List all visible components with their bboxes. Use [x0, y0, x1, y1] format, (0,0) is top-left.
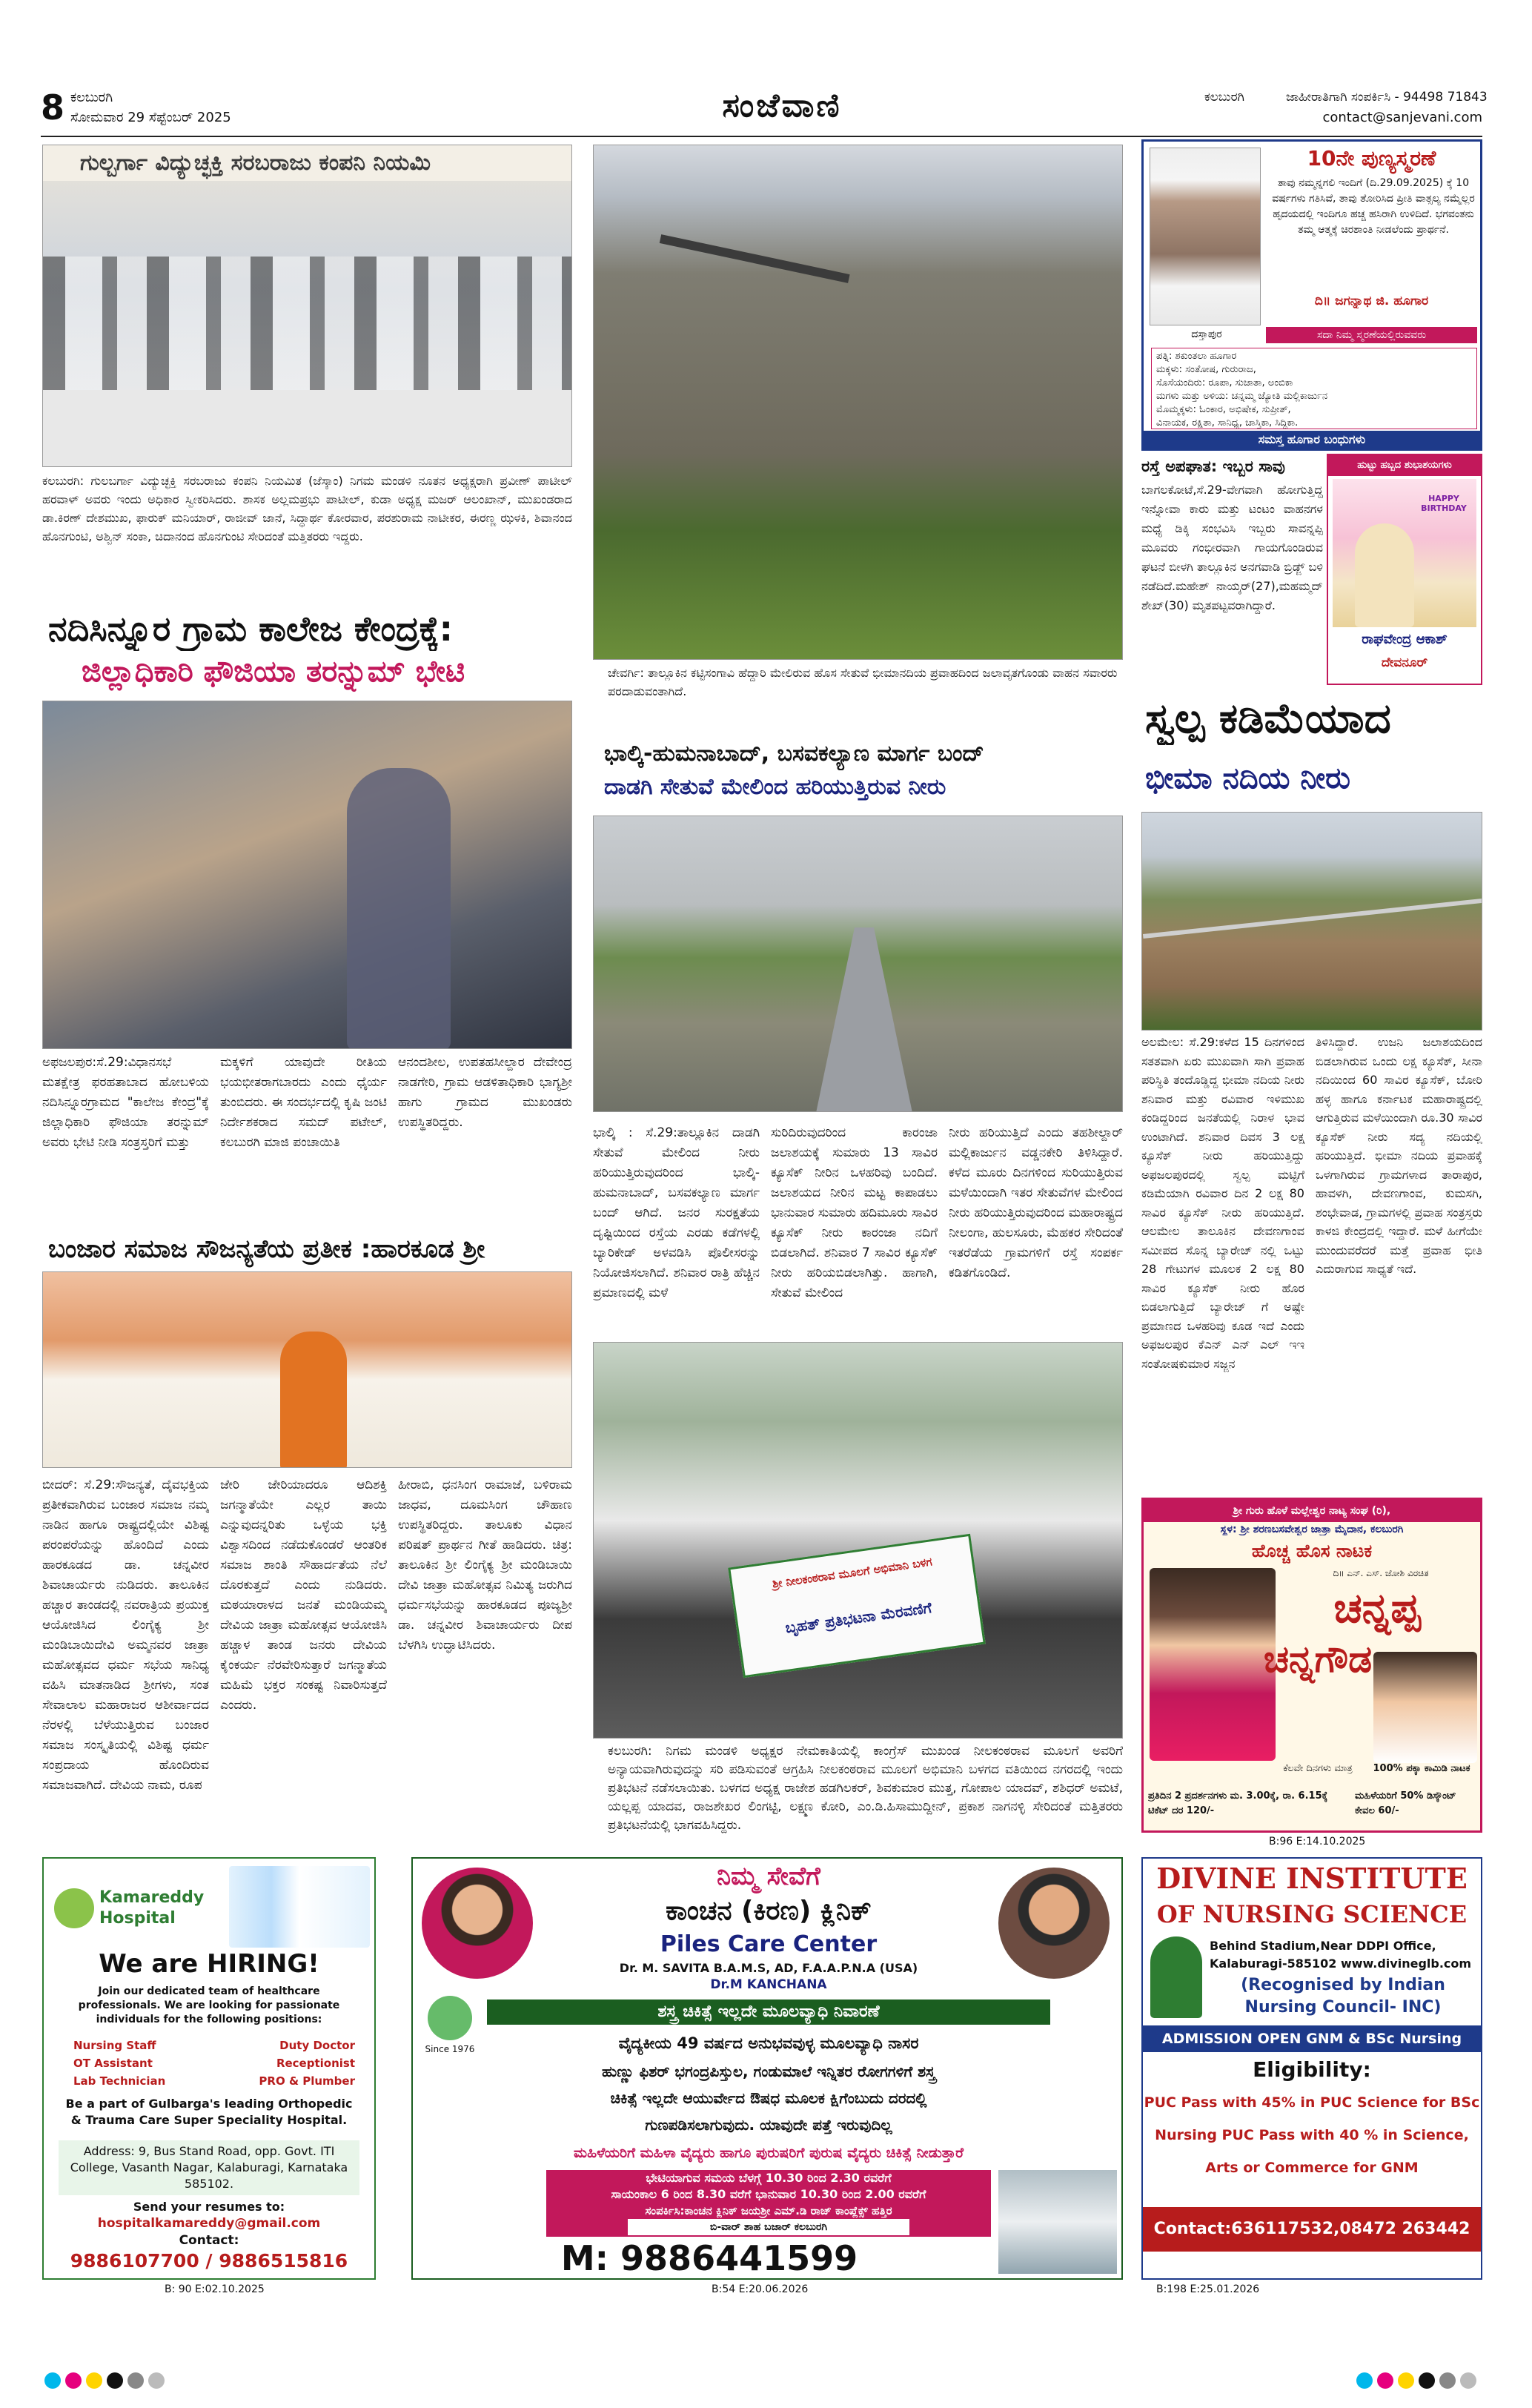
header-ad-contact: [1286, 90, 1488, 105]
drama-ad: [1141, 1498, 1482, 1833]
college-col-3: ಆನಂದಶೀಲ, ಉಪತಹಸೀಲ್ದಾರ ದೇವೇಂದ್ರ ನಾಡಗೇರಿ, ಗ್ರಾಮ ಆಡಳಿತಾಧಿಕಾರಿ ಭಾಗ್ಯಶ್ರೀ ಹಾಗು ಗ್ರಾಮದ ಮುಖಂಡರು ಉಪಸ್ಥಿತರಿದ್ದರು.: [398, 1055, 572, 1130]
hospital-name-1: Kamareddy: [99, 1888, 205, 1907]
birthday-box: [1327, 454, 1482, 685]
nursing-admission: ADMISSION OPEN GNM & BSc Nursing: [1143, 2025, 1481, 2052]
drama-company: ಶ್ರೀ ಗುರು ಹೊಳೆ ಮಲ್ಲೇಶ್ವರ ನಾಟ್ಯ ಸಂಘ (ರಿ),: [1144, 1500, 1480, 1522]
banjara-col-1: ಬೀದರ್: ಸೆ.29:ಸೌಜನ್ಯತೆ, ದೈವಭಕ್ತಿಯ ಪ್ರತೀಕವಾಗಿರುವ ಬಂಜಾರ ಸಮಾಜ ನಮ್ಮ ನಾಡಿನ ಹಾಗೂ ರಾಷ್ಟ್ರದಲ್ಲಿಯೇ ವಿಶಿಷ್ಟ ಪರಂಪರೆಯನ್ನು ಹೊಂದಿದೆ ಎಂದು ಹಾರಕೂಡದ ಡಾ. ಚನ್ನವೀರ ಶಿವಾಚಾರ್ಯರು ನುಡಿದರು. ತಾಲೂಕಿನ ಹಚ್ಚಾರ ತಾಂಡದಲ್ಲಿ ನವರಾತ್ರಿಯ ಪ್ರಯುಕ್ತ ಆಯೋಜಿಸಿದ ಲಿಂಗೈಕ್ಯ ಶ್ರೀ ಮಂಡಿಬಾಯಿದೇವಿ ಅಮ್ಮನವರ ಜಾತ್ರಾ ಮಹೋತ್ಸವದ ಧರ್ಮ ಸಭೆಯ ಸಾನಿಧ್ಯ ವಹಿಸಿ ಮಾತನಾಡಿದ ಶ್ರೀಗಳು, ಸಂತ ಸೇವಾಲಾಲ ಮಹಾರಾಜರ ಆಶೀರ್ವಾದದ ನೆರಳಲ್ಲಿ ಬೆಳೆಯುತ್ತಿರುವ ಬಂಜಾರ ಸಮಾಜ ಸಂಸ್ಕೃತಿಯಲ್ಲಿ ವಿಶಿಷ್ಟ ಧರ್ಮ ಸಂಪ್ರದಾಯ ಹೊಂದಿರುವ ಸಮಾಜವಾಗಿದೆ. ದೇವಿಯ ನಾಮ, ರೂಪ: [42, 1478, 209, 1793]
nursing-address-1: Behind Stadium,Near DDPI Office,: [1210, 1939, 1436, 1953]
hospital-contact-label: Contact:: [179, 2233, 239, 2248]
flood-bridge-photo: [593, 145, 1123, 660]
registration-dot: [1419, 2372, 1435, 2389]
obituary-box: [1141, 139, 1482, 451]
obituary-title: 10ನೇ ಪುಣ್ಯಸ್ಮರಣೆ: [1307, 146, 1436, 171]
header-email: contact@sanjevani.com: [1322, 110, 1482, 125]
family-line: ಮಕ್ಕಳು: ಸಂತೋಷ, ಗುರುರಾಜ,: [1156, 364, 1256, 375]
clinic-timing-2: ಸಾಯಂಕಾಲ 6 ರಿಂದ 8.30 ವರೆಗೆ ಭಾನುವಾರ 10.30 ರಿಂದ 2.00 ರವರೆಗೆ: [611, 2187, 926, 2201]
college-col-1: ಅಫಜಲಪುರ:ಸೆ.29:ವಿಧಾನಸಭೆ ಮತಕ್ಷೇತ್ರ ಫರಹತಾಬಾದ ಹೋಬಳಿಯ ನದಿಸಿನ್ನೂರಗ್ರಾಮದ "ಕಾಲೇಜ ಕೇಂದ್ರ"ಕ್ಕೆ ಜಿಲ್ಲಾಧಿಕಾರಿ ಫೌಜಿಯಾ ತರನ್ನುಮ್ ಅವರು ಭೇಟಿ ನೀಡಿ ಸಂತ್ರಸ್ತರಿಗೆ ಮತ್ತು: [42, 1055, 209, 1150]
clinic-address-2: ಬಿ-ವಾರ್ ಶಾಹ ಬಜಾರ್ ಕಲಬುರಗಿ: [628, 2219, 909, 2235]
obituary-family: [1151, 348, 1477, 429]
drama-venue: ಸ್ಥಳ: ಶ್ರೀ ಶರಣಬಸವೇಶ್ವರ ಜಾತ್ರಾ ಮೈದಾನ, ಕಲಬುರಗಿ: [1220, 1524, 1404, 1535]
accident-body: ಬಾಗಲಕೋಟೆ,ಸೆ.29-ವೇಗವಾಗಿ ಹೋಗುತ್ತಿದ್ದ ಇನ್ನೋವಾ ಕಾರು ಮತ್ತು ಟಂಟಂ ವಾಹನಗಳ ಮಧ್ಯೆ ಡಿಕ್ಕಿ ಸಂಭವಿಸಿ ಇಬ್ಬರು ಸಾವನ್ನಪ್ಪಿ ಮೂವರು ಗಂಭೀರವಾಗಿ ಗಾಯಗೊಂಡಿರುವ ಘಟನೆ ಬೀಳಗಿ ತಾಲ್ಲೂಕಿನ ಅನಗವಾಡಿ ಬ್ರಿಡ್ಜ್ ಬಳಿ ನಡೆದಿದೆ.ಮಹೇಶ್ ನಾಯ್ಕರ್(27),ಮಹಮ್ಮದ್ ಶೇಖ್(30) ಮೃತಪಟ್ಟವರಾಗಿದ್ದಾರೆ.: [1141, 483, 1323, 612]
college-col-2: ಮಕ್ಕಳಿಗೆ ಯಾವುದೇ ರೀತಿಯ ಭಯಭೀತರಾಗಬಾರದು ಎಂದು ಧೈರ್ಯ ತುಂಬಿದರು. ಈ ಸಂದರ್ಭದಲ್ಲಿ ಕೃಷಿ ಜಂಟಿ ನಿರ್ದೇಶಕರಾದ ಸಮದ್ ಪಟೇಲ್, ಕಲಬುರಗಿ ಮಾಜಿ ಪಂಚಾಯಿತಿ: [220, 1055, 387, 1150]
drama-actor-photo: [1373, 1652, 1477, 1763]
hospital-name-2: Hospital: [99, 1909, 176, 1928]
clinic-line-1: ಶಸ್ತ್ರ ಚಿಕಿತ್ಸೆ ಇಲ್ಲದೇ ಮೂಲವ್ಯಾಧಿ ನಿವಾರಣೆ: [487, 2000, 1050, 2025]
position-item: Duty Doctor: [279, 2039, 355, 2052]
clinic-timing-1: ಭೇಟಿಯಾಗುವ ಸಮಯ ಬೆಳಗ್ಗೆ 10.30 ರಿಂದ 2.30 ರವರೆಗೆ: [646, 2171, 892, 2185]
banjara-swami: [280, 1332, 347, 1468]
road-headline-1: ಭಾಲ್ಕಿ-ಹುಮನಾಬಾದ್, ಬಸವಕಲ್ಯಾಣ ಮಾರ್ಗ ಬಂದ್: [604, 741, 984, 767]
clinic-ad-code: B:54 E:20.06.2026: [712, 2283, 809, 2295]
drama-discount: ಮಹಿಳೆಯರಿಗೆ 50% ಡಿಸ್ಕೌಂಟ್ ಕೇವಲ 60/-: [1355, 1790, 1456, 1816]
page-header: [41, 85, 1488, 137]
gescom-caption: ಕಲಬುರಗಿ: ಗುಲಬರ್ಗಾ ವಿದ್ಯುಚ್ಛಕ್ತಿ ಸರಬರಾಜು ಕಂಪನಿ ನಿಯಮಿತ (ಜೆಸ್ಕಾಂ) ನಿಗಮ ಮಂಡಳಿ ನೂತನ ಅಧ್ಯಕ್ಷರಾಗಿ ಪ್ರವೀಣ್ ಪಾಟೀಲ್ ಹರವಾಳ್ ಅವರು ಇಂದು ಅಧಿಕಾರ ಸ್ವೀಕರಿಸಿದರು. ಶಾಸಕ ಅಲ್ಲಮಪ್ರಭು ಪಾಟೀಲ್, ಕುಡಾ ಅಧ್ಯಕ್ಷ ಮಜರ್ ಆಲಂಖಾನ್, ಮುಖಂಡರಾದ ಡಾ.ಕಿರಣ್ ದೇಶಮುಖ, ಫಾರುಕ್ ಮನಿಯಾರ್, ರಾಜೀವ್ ಜಾನೆ, ಸಿದ್ಧಾರ್ಥ ಕೋರವಾರ, ಪರಶುರಾಮ ನಾಟೀಕರ, ಈರಣ್ಣ ಝಳಕಿ, ಶಿವಾನಂದ ಹೊನಗುಂಟಿ, ಅಶ್ವಿನ್ ಸಂಕಾ, ಚಿದಾನಂದ ಹೊನಗುಂಟಿ ಸೇರಿದಂತೆ ಮತ್ತಿತರರು ಇದ್ದರು.: [42, 474, 572, 543]
registration-dot: [65, 2372, 82, 2389]
page-number: 8: [41, 87, 65, 128]
obituary-photo: [1150, 148, 1261, 325]
banjara-photo: [42, 1271, 572, 1468]
clinic-ad: [411, 1857, 1123, 2280]
registration-dot: [107, 2372, 123, 2389]
banjara-headline: ಬಂಜಾರ ಸಮಾಜ ಸೌಜನ್ಯತೆಯ ಪ್ರತೀಕ :ಹಾರಕೂಡ ಶ್ರೀ: [48, 1234, 485, 1264]
birthday-place: ದೇವನೂರ್: [1381, 655, 1428, 670]
nursing-ad-box: [1141, 1857, 1482, 2280]
registration-marks-left: [44, 2372, 169, 2389]
banjara-col-3: ಹೀರಾಬಿ, ಧನಸಿಂಗ ರಾಮಾಜೆ, ಬಳಿರಾಮ ಜಾಧವ, ದೂಮಸಿಂಗ ಚೌಹಾಣ ಉಪಸ್ಥಿತರಿದ್ದರು. ತಾಲೂಕು ವಿಧಾನ ಪರಿಷತ್ ಪ್ರಾರ್ಥನ ಗೀತೆ ಹಾಡಿದರು. ಚಿತ್ರ: ತಾಲೂಕಿನ ಶ್ರೀ ಲಿಂಗೈಕ್ಯ ಶ್ರೀ ಮಂಡಿಬಾಯಿ ದೇವಿ ಜಾತ್ರಾ ಮಹೋತ್ಸವ ನಿಮಿತ್ಯ ಜರುಗಿದ ಧರ್ಮಸಭೆಯನ್ನು ಹಾರಕೂಡದ ಪೂಜ್ಯಶ್ರೀ ಡಾ. ಚನ್ನವೀರ ಶಿವಾಚಾರ್ಯರು ದೀಪ ಬೆಳಗಿಸಿ ಉದ್ಘಾಟಿಸಿದರು.: [398, 1478, 572, 1653]
flooded-road: [660, 234, 850, 283]
obituary-tagline: ಸದಾ ನಿಮ್ಮ ಸ್ಮರಣೆಯಲ್ಲಿರುವವರು: [1266, 327, 1477, 343]
registration-dot: [148, 2372, 165, 2389]
clinic-line-3: ಹುಣ್ಣು ಫಿಶರ್ ಭಗಂದ್ರಪಿಸ್ತುಲ, ಗಂಡುಮಾಲೆ ಇನ್ನಿತರ ರೋಗಗಳಿಗೆ ಶಸ್ತ್ರ: [602, 2063, 935, 2080]
drama-shows: ಪ್ರತಿದಿನ 2 ಪ್ರದರ್ಶನಗಳು ಮ. 3.00ಕ್ಕೆ, ರಾ. 6.15ಕ್ಕೆ ಟಿಕೆಟ್ ದರ 120/-: [1148, 1790, 1328, 1816]
hospital-hiring: We are HIRING!: [99, 1949, 319, 1979]
hospital-intro: Join our dedicated team of healthcare professionals. We are looking for passionate individuals for the following positions:: [78, 1985, 340, 2025]
college-person: [347, 768, 451, 1049]
protest-banner: [728, 1534, 986, 1678]
clinic-doctor: Dr. M. SAVITA B.A.M.S, AD, F.A.A.P.N.A (USA): [619, 1961, 918, 1975]
hospital-address: Address: 9, Bus Stand Road, opp. Govt. ITI College, Vasanth Nagar, Kalaburagi, Karnataka 585102.: [59, 2140, 359, 2195]
clinic-name-kn: ಕಾಂಚನ (ಕಿರಣ) ಕ್ಲಿನಿಕ್: [666, 1896, 872, 1926]
protest-caption: ಕಲಬುರಗಿ: ನಿಗಮ ಮಂಡಳಿ ಅಧ್ಯಕ್ಷರ ನೇಮಕಾತಿಯಲ್ಲಿ ಕಾಂಗ್ರೆಸ್ ಮುಖಂಡ ನೀಲಕಂಠರಾವ ಮೂಲಗೆ ಅವರಿಗೆ ಅನ್ಯಾಯವಾಗಿರುವುದನ್ನು ಸರಿ ಪಡಿಸುವಂತೆ ಆಗ್ರಹಿಸಿ ನೀಲಕಂಠರಾವ ಮೂಲಗೆ ಅಭಿಮಾನಿ ಬಳಗದ ವತಿಯಿಂದ ನಗರದಲ್ಲಿ ಇಂದು ಪ್ರತಿಭಟನೆ ನಡೆಸಲಾಯಿತು. ಬಳಗದ ಅಧ್ಯಕ್ಷ ರಾಜೇಶ ಹಡಗಿಲಕರ್, ಶಿವಕುಮಾರ ಮುತ್ತ, ಗೋಪಾಲ ಯಾದವ್, ಶಶಿಧರ್ ಅಮಟೆ, ಯಲ್ಲಪ್ಪ ಯಾದವ, ರಾಜಶೇಖರ ಲಿಂಗಟ್ಟಿ, ಲಕ್ಷ್ಮಣ ಕೋರಿ, ಎಂ.ಡಿ.ಹಿಸಾಮುದ್ದೀನ್, ಪ್ರಕಾಶ ನಾಗನಳ್ಳಿ ಸೇರಿದಂತೆ ಮತ್ತಿತರರು ಪ್ರತಿಭಟನೆಯಲ್ಲಿ ಭಾಗವಹಿಸಿದ್ದರು.: [608, 1744, 1123, 1833]
nursing-elig-3: Arts or Commerce for GNM: [1205, 2160, 1419, 2176]
road-col-1: ಭಾಲ್ಕಿ : ಸೆ.29:ತಾಲ್ಲೂಕಿನ ದಾಡಗಿ ಸೇತುವೆ ಮೇಲಿಂದ ನೀರು ಹರಿಯುತ್ತಿರುವುದರಿಂದ ಭಾಲ್ಕಿ- ಹುಮನಾಬಾದ್, ಬಸವಕಲ್ಯಾಣ ಮಾರ್ಗ ಬಂದ್ ಆಗಿದೆ. ಜನರ ಸುರಕ್ಷತೆಯ ದೃಷ್ಟಿಯಿಂದ ರಸ್ತೆಯ ಎರಡು ಕಡೆಗಳಲ್ಲಿ ಬ್ಯಾರಿಕೇಡ್ ಅಳವಡಿಸಿ ಪೊಲೀಸರನ್ನು ನಿಯೋಜಿಸಲಾಗಿದೆ. ಶನಿವಾರ ರಾತ್ರಿ ಹೆಚ್ಚಿನ ಪ್ರಮಾಣದಲ್ಲಿ ಮಳೆ: [593, 1125, 760, 1300]
family-line: ಸೊಸೆಯಂದಿರು: ರೂಪಾ, ಸುಜಾತಾ, ಅಂಬಿಕಾ: [1156, 377, 1293, 388]
position-item: OT Assistant: [73, 2057, 153, 2070]
nursing-title-2: OF NURSING SCIENCE: [1156, 1900, 1468, 1928]
gescom-photo: [42, 145, 572, 467]
hospital-resume-label: Send your resumes to:: [133, 2200, 285, 2214]
registration-dot: [1460, 2372, 1476, 2389]
clinic-line-2: ವೈದ್ಯಕೀಯ 49 ವರ್ಷದ ಅನುಭವವುಳ್ಳ ಮೂಲವ್ಯಾಧಿ ನಾಸರ: [618, 2034, 919, 2052]
bhima-headline-1: ಸ್ವಲ್ಪ ಕಡಿಮೆಯಾದ: [1145, 695, 1391, 743]
hospital-part: Be a part of Gulbarga's leading Orthopedic & Trauma Care Super Speciality Hospital.: [65, 2097, 353, 2127]
doctor-photo-right: [998, 1868, 1110, 1979]
clinic-line-6: ಮಹಿಳೆಯರಿಗೆ ಮಹಿಳಾ ವೈದ್ಯರು ಹಾಗೂ ಪುರುಷರಿಗೆ ಪುರುಷ ವೈದ್ಯರು ಚಿಕಿತ್ಸೆ ನೀಡುತ್ತಾರೆ: [574, 2145, 964, 2161]
obituary-footer: ಸಮಸ್ತ ಹೂಗಾರ ಬಂಧುಗಳು: [1144, 431, 1480, 449]
birthday-title: ಹುಟ್ಟು ಹಬ್ಬದ ಶುಭಾಶಯಗಳು: [1328, 455, 1481, 476]
bhima-col-2: ತಿಳಿಸಿದ್ದಾರೆ. ಉಜನಿ ಜಲಾಶಯದಿಂದ ಬಿಡಲಾಗಿರುವ ಒಂದು ಲಕ್ಷ ಕ್ಯೂಸೆಕ್, ಸೀನಾ ನದಿಯಿಂದ 60 ಸಾವಿರ ಕ್ಯೂಸೆಕ್, ಬೋರಿ ಹಳ್ಳ ಹಾಗೂ ಕರ್ನಾಟಕ ಮಹಾರಾಷ್ಟ್ರದಲ್ಲಿ ಆಗುತ್ತಿರುವ ಮಳೆಯಿಂದಾಗಿ ರೂ.30 ಸಾವಿರ ಕ್ಯೂಸೆಕ್ ನೀರು ಸದ್ಯ ನದಿಯಲ್ಲಿ ಹರಿಯುತ್ತಿದೆ. ಭೀಮಾ ನದಿಯ ಪ್ರವಾಹಕ್ಕೆ ಒಳಗಾಗಿರುವ ಗ್ರಾಮಗಳಾದ ತಾರಾಪುರ, ಹಾವಳಗಿ, ದೇವಣಗಾಂವ, ಕುಮಸಗಿ, ಶಂಭೇವಾಡ, ಗ್ರಾಮಗಳಲ್ಲಿ ಪ್ರವಾಹ ಸಂತ್ರಸ್ತರು ಕಾಳಜಿ ಕೇಂದ್ರದಲ್ಲಿ ಇದ್ದಾರೆ. ಮಳೆ ಹೀಗೆಯೇ ಮುಂದುವರೆದರೆ ಮತ್ತೆ ಪ್ರವಾಹ ಭೀತಿ ಎದುರಾಗುವ ಸಾಧ್ಯತೆ ಇದೆ.: [1316, 1035, 1482, 1276]
registration-dot: [1377, 2372, 1393, 2389]
birthday-photo: [1333, 479, 1476, 627]
contact-label: ಜಾಹೀರಾತಿಗಾಗಿ ಸಂಪರ್ಕಿಸಿ -: [1286, 90, 1399, 105]
clinic-leaf-icon: [428, 1996, 472, 2040]
header-date: ಸೋಮವಾರ 29 ಸೆಪ್ಟೆಂಬರ್ 2025: [70, 110, 231, 125]
clinic-line-5: ಗುಣಪಡಿಸಲಾಗುವುದು. ಯಾವುದೇ ಪತ್ತೆ ಇರುವುದಿಲ್ಲ: [645, 2116, 892, 2134]
header-city-right: ಕಲಬುರಗಿ: [1204, 90, 1244, 105]
obituary-body: ತಾವು ನಮ್ಮನ್ನಗಲಿ ಇಂದಿಗೆ (ದಿ.29.09.2025) ಕ್ಕೆ 10 ವರ್ಷಗಳು ಗತಿಸಿವೆ, ತಾವು ತೋರಿಸಿದ ಪ್ರೀತಿ ವಾತ್ಸಲ್ಯ ನಮ್ಮೆಲ್ಲರ ಹೃದಯದಲ್ಲಿ ಇಂದಿಗೂ ಹಚ್ಚ ಹಸಿರಾಗಿ ಉಳಿದಿದೆ. ಭಗವಂತನು ತಮ್ಮ ಆತ್ಮಕ್ಕೆ ಚಿರಶಾಂತಿ ನೀಡಲೆಂದು ಪ್ರಾರ್ಥನೆ.: [1272, 177, 1475, 236]
clinic-doctor-2: Dr.M KANCHANA: [710, 1977, 827, 1992]
clinic-building-photo: [998, 2170, 1117, 2274]
header-city-left: ಕಲಬುರಗಿ: [70, 90, 113, 105]
registration-dot: [44, 2372, 61, 2389]
clinic-line-4: ಚಿಕಿತ್ಸೆ ಇಲ್ಲದೇ ಆಯುರ್ವೇದ ಔಷಧ ಮೂಲಕ ಕ್ಷಿಗೆಂಬುದು ದರದಲ್ಲಿ: [610, 2089, 927, 2107]
position-item: Nursing Staff: [73, 2039, 156, 2052]
clinic-since: Since 1976: [425, 2044, 475, 2054]
nursing-elig-1: PUC Pass with 45% in PUC Science for BSc: [1144, 2094, 1480, 2111]
road-lane: [816, 927, 912, 1112]
road-col-2: ಸುರಿದಿರುವುದರಿಂದ ಕಾರಂಜಾ ಜಲಾಶಯಕ್ಕೆ ಸುಮಾರು 13 ಸಾವಿರ ಕ್ಯೂಸೆಕ್ ನೀರಿನ ಒಳಹರಿವು ಬಂದಿದೆ. ಜಲಾಶಯದ ನೀರಿನ ಮಟ್ಟ ಕಾಪಾಡಲು ಭಾನುವಾರ ಸುಮಾರು ಹದಿಮೂರು ಸಾವಿರ ಕ್ಯೂಸೆಕ್ ನೀರು ಕಾರಂಜಾ ನದಿಗೆ ಬಿಡಲಾಗಿದೆ. ಶನಿವಾರ 7 ಸಾವಿರ ಕ್ಯೂಸೆಕ್ ನೀರು ಹರಿಯಬಿಡಲಾಗಿತ್ತು. ಹಾಗಾಗಿ, ಸೇತುವೆ ಮೇಲಿಂದ: [771, 1125, 938, 1300]
drama-label: ಹೊಚ್ಚ ಹೊಸ ನಾಟಕ: [1251, 1541, 1373, 1561]
family-line: ಪತ್ನಿ: ಶಕುಂತಲಾ ಹೂಗಾರ: [1156, 351, 1237, 362]
nursing-logo-icon: [1150, 1936, 1202, 2018]
registration-dot: [1398, 2372, 1414, 2389]
nursing-recognised-2: Nursing Council- INC): [1244, 1998, 1442, 2017]
bhima-col-1: ಅಲಮೇಲ: ಸೆ.29:ಕಳೆದ 15 ದಿನಗಳಿಂದ ಸತತವಾಗಿ ಏರು ಮುಖವಾಗಿ ಸಾಗಿ ಪ್ರವಾಹ ಪರಿಸ್ಥಿತಿ ತಂದೊಡ್ಡಿದ್ದ ಭೀಮಾ ನದಿಯ ನೀರು ಶನಿವಾರ ಮತ್ತು ರವಿವಾರ ಇಳಿಮುಖ ಕಂಡಿದ್ದರಿಂದ ಜನತೆಯಲ್ಲಿ ನಿರಾಳ ಭಾವ ಉಂಟಾಗಿದೆ. ಶನಿವಾರ ದಿವಸ 3 ಲಕ್ಷ ಕ್ಯೂಸೆಕ್ ನೀರು ಹರಿಯುತ್ತಿದ್ದು ಅಫಜಲಪುರದಲ್ಲಿ ಸ್ವಲ್ಪ ಮಟ್ಟಿಗೆ ಕಡಿಮೆಯಾಗಿ ರವಿವಾರ ದಿನ 2 ಲಕ್ಷ 80 ಸಾವಿರ ಕ್ಯೂಸೆಕ್ ನೀರು ಹರಿಯುತ್ತಿದೆ. ಆಲಮೇಲ ತಾಲೂಕಿನ ದೇವಣಗಾಂವ ಸಮೀಪದ ಸೊನ್ನ ಬ್ಯಾರೇಜ್ ನಲ್ಲಿ ಒಟ್ಟು 28 ಗೇಟುಗಳ ಮೂಲಕ 2 ಲಕ್ಷ 80 ಸಾವಿರ ಕ್ಯೂಸೆಕ್ ನೀರು ಹೊರ ಬಿಡಲಾಗುತ್ತಿದೆ ಬ್ಯಾರೇಜ್ ಗೆ ಅಷ್ಟೇ ಪ್ರಮಾಣದ ಒಳಹರಿವು ಕೂಡ ಇದೆ ಎಂದು ಅಫಜಲಪುರ ಕೆಎನ್ ಎನ್ ಎಲ್ ಇಇ ಸಂತೋಷಕುಮಾರ ಸಜ್ಜನ: [1141, 1035, 1304, 1371]
nursing-title-1: DIVINE INSTITUTE: [1156, 1862, 1468, 1895]
drama-ad-code: B:96 E:14.10.2025: [1269, 1836, 1366, 1848]
clinic-address: ಸಂಪರ್ಕಿಸಿ:ಕಾಂಚನ ಕ್ಲಿನಿಕ್ ಜಯಶ್ರೀ ಎಮ್.ಡಿ ರಾಜ್ ಕಾಂಪ್ಲೆಕ್ಸ್ ಹತ್ತಿರ: [645, 2204, 892, 2217]
clinic-top: ನಿಮ್ಮ ಸೇವೆಗೆ: [717, 1862, 820, 1891]
hospital-staff-photo: [229, 1866, 370, 1948]
drama-comedy: 100% ಪಕ್ಕಾ ಕಾಮಿಡಿ ನಾಟಕ: [1373, 1763, 1470, 1774]
gescom-table: [43, 390, 572, 467]
drama-note: ಕೆಲವೇ ದಿನಗಳು ಮಾತ್ರ: [1283, 1763, 1353, 1774]
registration-dot: [86, 2372, 102, 2389]
protest-banner-text: ಶ್ರೀ ನೀಲಕಂಠರಾವ ಮೂಲಗೆ ಅಭಿಮಾನಿ ಬಳಗ: [771, 1555, 933, 1591]
position-item: Lab Technician: [73, 2074, 166, 2088]
masthead-logo: ಸಂಜೆವಾಣಿ: [722, 87, 842, 125]
college-headline-2: ಜಿಲ್ಲಾಧಿಕಾರಿ ಫೌಜಿಯಾ ತರನ್ನುಮ್ ಭೇಟಿ: [82, 655, 465, 689]
road-col-3: ನೀರು ಹರಿಯುತ್ತಿದೆ ಎಂದು ತಹಶೀಲ್ದಾರ್ ಮಲ್ಲಿಕಾರ್ಜುನ ವಡ್ಡನಕೇರಿ ತಿಳಿಸಿದ್ದಾರೆ. ಕಳೆದ ಮೂರು ದಿನಗಳಿಂದ ಸುರಿಯುತ್ತಿರುವ ಮಳೆಯಿಂದಾಗಿ ಇತರ ಸೇತುವೆಗಳ ಮೇಲಿಂದ ನೀರು ಹರಿಯುತ್ತಿರುವುದರಿಂದ ಮಹಾರಾಷ್ಟ್ರದ ನೀಲಂಗಾ, ಹುಲಸೂರು, ಮೆಹಕರ ಸೇರಿದಂತೆ ಇತರೆಡೆಯ ಗ್ರಾಮಗಳಿಗೆ ರಸ್ತೆ ಸಂಪರ್ಕ ಕಡಿತಗೊಂಡಿದೆ.: [949, 1125, 1123, 1280]
nursing-ad-code: B:198 E:25.01.2026: [1156, 2283, 1260, 2295]
road-headline-2: ದಾಡಗಿ ಸೇತುವೆ ಮೇಲಿಂದ ಹರಿಯುತ್ತಿರುವ ನೀರು: [604, 774, 946, 800]
bhima-bridge: [1143, 899, 1482, 939]
birthday-child: [1355, 523, 1414, 627]
nursing-recognised-1: (Recognised by Indian: [1241, 1976, 1445, 1994]
hospital-ad: [42, 1857, 376, 2280]
family-line: ಮಗಳು ಮತ್ತು ಅಳಿಯ: ಚನ್ನಮ್ಮ ಜ್ಯೋತಿ ಮಲ್ಲಿಕಾರ್ಜುನ: [1156, 391, 1328, 402]
contact-phone: 94498 71843: [1403, 90, 1488, 105]
bhima-river-photo: [1141, 812, 1482, 1031]
registration-dot: [1356, 2372, 1373, 2389]
family-line: ವಿನಾಯಕ, ರಕ್ಷಿತಾ, ಸಾನಿಧ್ಯ, ಚಾಸ್ತಿಕಾ, ಸಿದ್ಧಿಕಾ.: [1156, 417, 1299, 429]
birthday-name: ರಾಘವೇಂದ್ರ ಆಕಾಶ್: [1362, 632, 1448, 647]
college-headline-1: ನದಿಸಿನ್ನೂರ ಗ್ರಾಮ ಕಾಲೇಜ ಕೇಂದ್ರಕ್ಕೆ:: [48, 609, 454, 649]
obituary-place: ದಸ್ತಾಪುರ: [1191, 328, 1222, 340]
drama-title-2: ಚನ್ನಗೌಡ: [1263, 1638, 1373, 1681]
position-item: PRO & Plumber: [259, 2074, 355, 2088]
drama-title-1: ಚನ್ನಪ್ಪ: [1333, 1584, 1421, 1633]
nursing-contact[interactable]: Contact:636117532,08472 263442: [1143, 2207, 1481, 2252]
gescom-banner: ಗುಲ್ಬರ್ಗಾ ವಿದ್ಯುಚ್ಛಕ್ತಿ ಸರಬರಾಜು ಕಂಪನಿ ನಿಯಮಿ: [43, 145, 572, 181]
position-item: Receptionist: [276, 2057, 355, 2070]
hospital-positions: [73, 2037, 355, 2090]
birthday-cake-text: HAPPY BIRTHDAY: [1421, 494, 1467, 513]
accident-headline: ರಸ್ತೆ ಅಪಘಾತ: ಇಬ್ಬರ ಸಾವು: [1141, 457, 1285, 475]
nursing-address-2: Kalaburagi-585102 www.divineglb.com: [1210, 1956, 1472, 1971]
gescom-people-row: [43, 257, 572, 390]
clinic-phone[interactable]: M: 9886441599: [560, 2238, 858, 2278]
registration-dot: [127, 2372, 144, 2389]
clinic-name-en: Piles Care Center: [660, 1931, 878, 1957]
drama-writer: ದಿ॥ ಎನ್. ಎಸ್. ಜೋಶಿ ವಿರಚಿತ: [1333, 1568, 1429, 1578]
registration-marks-right: [1356, 2372, 1481, 2389]
obituary-name: ದಿ॥ ಜಗನ್ನಾಥ ಜಿ. ಹೂಗಾರ: [1314, 294, 1429, 308]
nursing-elig-2: Nursing PUC Pass with 40 % in Science,: [1155, 2127, 1469, 2143]
doctor-photo-left: [422, 1868, 533, 1979]
banjara-col-2: ಜೇರಿ ಜೇರಿಯಾದರೂ ಆದಿಶಕ್ತಿ ಜಗನ್ಮಾತೆಯೇ ಎಲ್ಲರ ತಾಯಿ ಎನ್ನುವುದನ್ನರಿತು ಒಳ್ಳೆಯ ಭಕ್ತಿ ವಿಶ್ವಾಸದಿಂದ ನಡೆದುಕೊಂಡರೆ ಆಂತರಿಕ ಸಮಾಜ ಶಾಂತಿ ಸೌಹಾರ್ದತೆಯ ನೆಲೆ ದೊರಕುತ್ತದೆ ಎಂದು ನುಡಿದರು. ಮಠಯಾರಾಳದ ಜನತೆ ಮಂಡಿಯಮ್ಮ ದೇವಿಯ ಜಾತ್ರಾ ಮಹೋತ್ಸವ ಆಯೋಜಿಸಿ ಹಚ್ಚಾಳ ತಾಂಡ ಜನರು ದೇವಿಯ ಕೈಂಕರ್ಯ ನೆರವೇರಿಸುತ್ತಾರೆ ಜಗನ್ಮಾತೆಯ ಮಹಿಮೆ ಭಕ್ತರ ಸಂಕಷ್ಟ ನಿವಾರಿಸುತ್ತದೆ ಎಂದರು.: [220, 1478, 387, 1713]
hospital-logo-icon: [54, 1888, 94, 1928]
protest-banner-sub: ಬೃಹತ್ ಪ್ರತಿಭಟನಾ ಮೆರವಣಿಗೆ: [784, 1598, 933, 1637]
protest-photo: [593, 1342, 1123, 1739]
hospital-phones[interactable]: 9886107700 / 9886515816: [70, 2250, 348, 2272]
clinic-timing-box: [546, 2170, 991, 2237]
flood-bridge-caption: ಚೇವರ್ಗಿ: ತಾಲ್ಲೂಕಿನ ಕಟ್ಟಿಸಂಗಾವಿ ಹೆದ್ದಾರಿ ಮೇಲಿರುವ ಹೊಸ ಸೇತುವೆ ಭೀಮಾನದಿಯ ಪ್ರವಾಹದಿಂದ ಜಲಾವೃತಗೊಂಡು ವಾಹನ ಸವಾರರು ಪರದಾಡುವಂತಾಗಿದೆ.: [608, 666, 1118, 698]
registration-dot: [1439, 2372, 1456, 2389]
hospital-email[interactable]: hospitalkamareddy@gmail.com: [97, 2216, 321, 2231]
hospital-ad-code: B: 90 E:02.10.2025: [165, 2283, 265, 2295]
college-photo: [42, 701, 572, 1049]
bhima-headline-2: ಭೀಮಾ ನದಿಯ ನೀರು: [1145, 761, 1350, 796]
road-flood-photo: [593, 816, 1123, 1112]
nursing-eligibility: Eligibility:: [1253, 2057, 1371, 2082]
family-line: ಮೊಮ್ಮಕ್ಕಳು: ಓಂಕಾರ, ಅಭಿಷೇಕ, ಸುಪ್ರೀತ್,: [1156, 404, 1291, 415]
